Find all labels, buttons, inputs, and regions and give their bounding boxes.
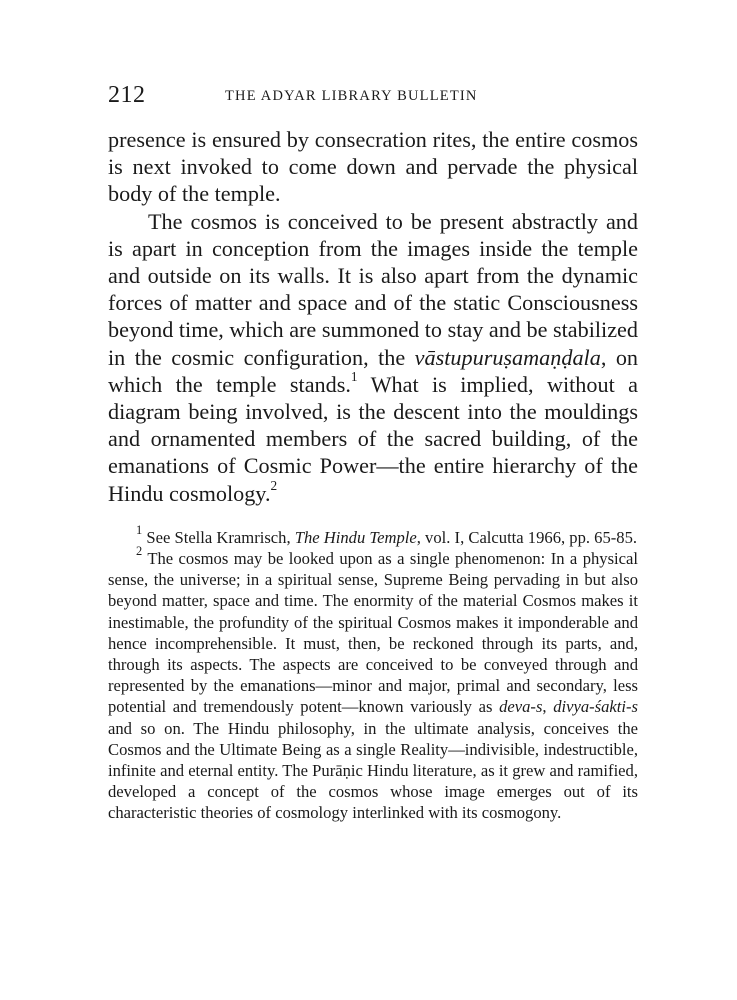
footnote-2-separator: , (542, 697, 554, 717)
book-page (108, 82, 638, 824)
footnote-1 (108, 522, 638, 548)
paragraph-2-text-b: , on which the temple stands. (108, 344, 638, 397)
footnote-2-text-a: The cosmos may be looked upon as a single phenomenon: In a physical sense, the universe; in a spiritual sense, Supreme Being pervading in but also beyond matter, space and time. The enormity of the material Cosmos makes it inestimable, the profundity of the spiritual Cosmos makes it imponderable and hence incomprehensible. It must, then, be reckoned through its parts, and, through its aspects. The aspects are conceived to be conveyed through and represented by the emanations—minor and major, primal and secondary, less potential and tremendously potent—known variously as (108, 549, 638, 717)
paragraph-2-text-a: The cosmos is conceived to be present abstractly and is apart in conception from the images inside the temple and outside on its walls. It is also apart from the dynamic forces of matter and space and of the static Consciousness beyond time, which are summoned to stay and be stabilized in the cosmic configuration, the (108, 208, 638, 370)
footnote-2-mark: 2 (136, 544, 143, 559)
body-text (108, 126, 638, 507)
paragraph-2-text-c: What is implied, without a diagram being involved, is the descent into the mouldings and ornamented members of the sacred building, of the emanations of Cosmic Power—the entire hierarchy of the Hindu cosmology. (108, 371, 638, 506)
footnote-reference-2: 2 (270, 477, 278, 493)
footnote-2 (108, 544, 639, 824)
footnote-2-term-divyasaktis: divya-śakti-s (553, 697, 639, 717)
footnote-2-term-devas: deva-s (499, 697, 543, 717)
footnote-1-mark: 1 (136, 522, 143, 537)
sanskrit-term-vastupurusamandala: vāstupuruṣamaṇḍala (414, 344, 601, 370)
page-header (108, 82, 638, 116)
running-head: THE ADYAR LIBRARY BULLETIN (225, 88, 478, 104)
paragraph-continued (108, 126, 638, 208)
paragraph-cosmos (108, 208, 638, 507)
footnote-1-text-b: , vol. I, Calcutta 1966, pp. 65-85. (416, 527, 638, 547)
footnote-reference-1: 1 (350, 368, 358, 384)
footnote-2-text-b: and so on. The Hindu philosophy, in the ultimate analysis, conceives the Cosmos and the Ultimate Being as a single Reality—indivisible, indestructible, infinite and eternal entity. The Purāṇic Hindu literature, as it grew and ramified, developed a concept of the cosmos whose image emerges out of its characteristic theories of cosmology interlinked with its cosmogony. (108, 718, 638, 823)
page-number: 212 (108, 82, 146, 108)
footnote-1-book-title: The Hindu Temple (294, 527, 417, 547)
paragraph-1-text: presence is ensured by consecration rites, the entire cosmos is next invoked to come down and pervade the physical body of the temple. (108, 127, 638, 207)
footnote-1-text-a: See Stella Kramrisch, (142, 527, 295, 547)
footnotes (108, 522, 639, 824)
